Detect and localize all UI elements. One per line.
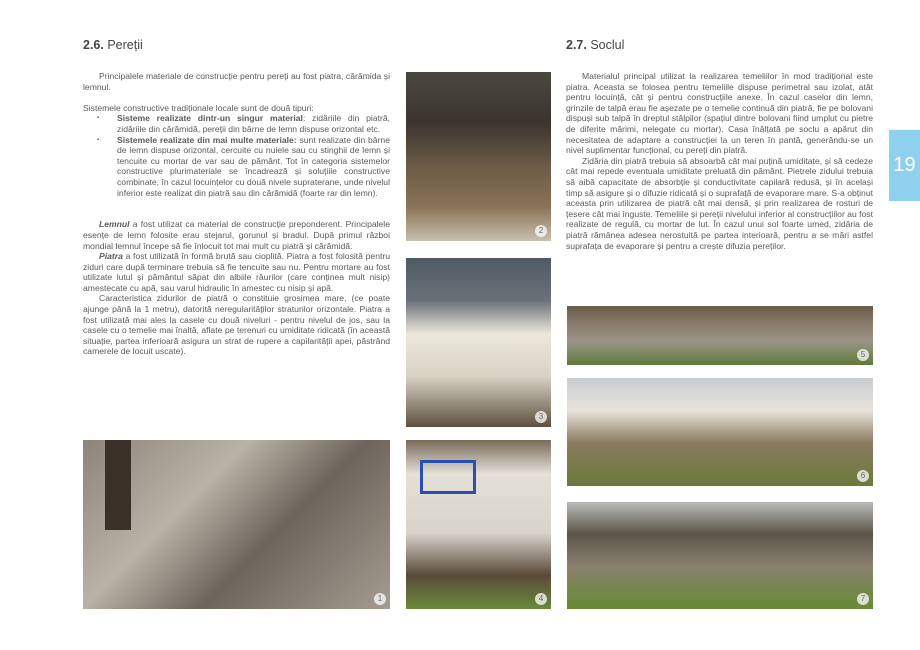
photo-number: 2 [535, 225, 547, 237]
photo-number: 7 [857, 593, 869, 605]
plinth-text: Materialul principal utilizat la realizarea temeliilor în mod tradițional este piatra. Aceasta se folosea pentru temeliile dispuse perimetral sau izolat, atât pentru locuință, cât și pentru construcțiile anexe. În cazul caselor din lemn, grinzile de talpă erau fie așezate pe o temelie continuă din piatră, fie pe bolovani dispuși sub talpă în dreptul stâlpilor (spațiul dintre bolovani fiind umplut cu pietre de diferite mărimi, nelegate cu mortar). Casa înălțată pe soclu a apărut din necesitatea de adaptare a construcției la un teren în pantă, generându-se un nivel suplimentar funcțional, cu pereți din piatră. Zidăria din piatră trebuia să absoarbă cât mai puțină umiditate, și să cedeze cât mai repede eventuala umiditate preluată din pământ. Pietrele zidului trebuia să aibă capacitate de absorbție și conductivitate capilară redusă, și în același timp să asigure și o difuzie ridicată și o suprafață de evaporare mare. S-a obținut aceasta prin utilizarea de piatră cât mai densă, și prin realizarea de rosturi de țesere cât mai înguste. Temeliile și pereții nivelului inferior al construcțiilor au fost realizate de regulă, cu mortar de lut. În cazul unui sol foarte umed, zidăria de piatră rămânea adesea nerostuită pe partea interioară, pentru a se mări astfel suprafața de evaporare și pentru a crește difuzia pereților. [566, 71, 873, 251]
photo-6-hillside-house [567, 378, 873, 486]
photo-2-wooden-house [406, 72, 551, 241]
photo-1-wall-lath [83, 440, 390, 609]
photo-7-stone-ground-floor [567, 502, 873, 609]
photo-4-blue-window-house [406, 440, 551, 609]
walls-text: Principalele materiale de construcție pentru pereți au fost piatra, cărămida și lemnul. Sistemele constructive tradiționale locale sunt de două tipuri: ▪ Sisteme realizate dintr-un singur material: zidăriile din piatră, zidăriile din cărămidă, pereții din bârne de lemn dispuse orizontal etc. ▪ Sistemele realizate din mai multe materiale: sunt realizate din bârne de lemn dispuse orizontal, cercuite cu nuiele sau cu stinghii de lemn și tencuite cu mortar de var sau de pământ. Tot în categoria sistemelor constructive plurimateriale se încadrează și soluțiile constructive combinate, în cazul locuințelor cu două nivele supraterane, unde nivelul inferior este realizat din piatră sau din cărămidă (foarte rar din lemn). Lemnul a fost utilizat ca material de construcție preponderent. Principalele esențe de lemn folosite erau stejarul, gorunul și bradul. După primul război mondial lemnul începe să fie înlocuit tot mai mult cu piatră și cărămidă. Piatra a fost utilizată în formă brută sau cioplită. Piatra a fost folosită pentru ziduri care după terminare trebuia să fie tencuite sau nu. Pentru mortare au fost utilizate lutul și pământul săpat din albiile râurilor (care conținea mult nisip) amestecate cu apă, sau varul hidraulic în amestec cu nisip și apă. Caracteristica zidurilor de piatră o constituie grosimea mare, (ce poate ajunge până la 1 metru), datorită neregularităților straturilor orizontale. Piatra a fost utilizată mai ales la casele cu două niveluri - pentru nivelul de jos, sau la casele cu o temelie mai înaltă, aflate pe terenuri cu umiditate ridicată (în această situație, partea inferioară asigura un strat de rupere a capilarității apei, păstrând camerele de locuit uscate). [83, 71, 390, 357]
photo-number: 3 [535, 411, 547, 423]
bullet-item: ▪ Sistemele realizate din mai multe materiale: sunt realizate din bârne de lemn dispuse orizontal, cercuite cu nuiele sau cu stinghii de lemn și tencuite cu mortar de var sau de pământ. Tot în categoria sistemelor constructive plurimateriale se încadrează și soluțiile constructive combinate, în cazul locuințelor cu două nivele supraterane, unde nivelul inferior este realizat din piatră sau din cărămidă (foarte rar din lemn). [117, 135, 390, 199]
photo-3-white-house [406, 258, 551, 427]
photo-number: 4 [535, 593, 547, 605]
photo-number: 6 [857, 470, 869, 482]
photo-number: 1 [374, 593, 386, 605]
bullet-item: ▪ Sisteme realizate dintr-un singur material: zidăriile din piatră, zidăriile din cărămidă, pereții din bârne de lemn dispuse orizontal etc. [117, 113, 390, 134]
section-heading-plinth: 2.7. Soclul [566, 38, 625, 52]
photo-number: 5 [857, 349, 869, 361]
page-number-tab: 19 [889, 130, 920, 201]
section-heading-walls: 2.6. Pereții [83, 38, 143, 52]
photo-5-stone-plinth [567, 306, 873, 365]
